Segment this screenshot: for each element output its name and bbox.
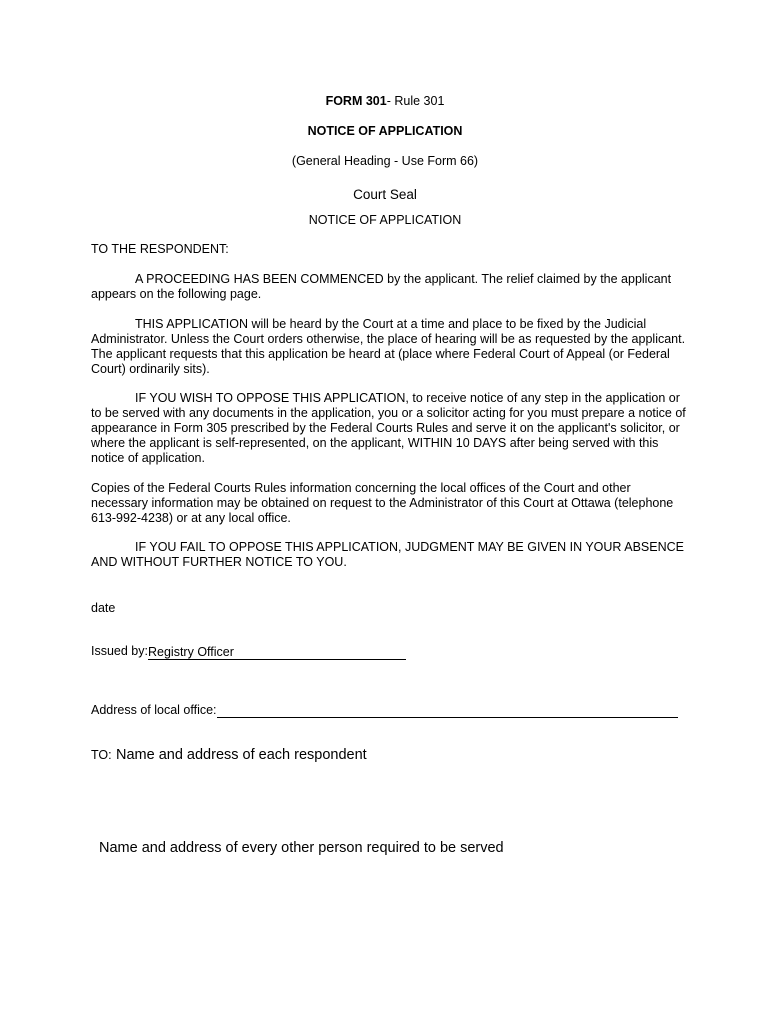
document-title: NOTICE OF APPLICATION	[307, 124, 463, 138]
address-label: Address of local office:	[91, 703, 217, 717]
form-number: FORM 301	[325, 94, 387, 108]
paragraph-oppose: IF YOU WISH TO OPPOSE THIS APPLICATION, to receive notice of any step in the application or to be served with any documents in the application, you or a solicitor acting for you must prepare a notice of appearance in Form 305 prescribed by the Federal Courts Rules and serve it on the applicant's solicitor, or where the applicant is self-represented, on the applicant, WITHIN 10 DAYS after being served with this notice of application.	[91, 391, 686, 465]
paragraph-proceeding-commenced: A PROCEEDING HAS BEEN COMMENCED by the applicant. The relief claimed by the applicant appears on the following page.	[91, 272, 672, 301]
form-heading	[0, 94, 770, 109]
document-subtitle: NOTICE OF APPLICATION	[308, 213, 462, 227]
address-field[interactable]	[217, 703, 678, 718]
to-respondent-heading: TO THE RESPONDENT:	[91, 242, 229, 256]
court-seal-label: Court Seal	[353, 187, 417, 202]
other-persons-field[interactable]: Name and address of every other person required to be served	[99, 840, 504, 856]
issued-by-field[interactable]: Registry Officer	[148, 645, 406, 660]
form-rule: - Rule 301	[386, 94, 445, 108]
issued-by-label: Issued by:	[91, 644, 148, 658]
paragraph-hearing: THIS APPLICATION will be heard by the Court at a time and place to be fixed by the Judicial Administrator. Unless the Court orders otherwise, the place of hearing will be as requested by the applicant. The applicant requests that this application be heard at (place where Federal Court of Appeal (or Federal Court) ordinarily sits).	[91, 317, 686, 376]
to-label: TO:	[91, 748, 112, 762]
general-heading-note: (General Heading - Use Form 66)	[291, 154, 479, 168]
respondent-name-address-field[interactable]: Name and address of each respondent	[116, 747, 367, 763]
paragraph-rules-info: Copies of the Federal Courts Rules information concerning the local offices of the Court and other necessary information may be obtained on request to the Administrator of this Court at Ottawa (telephone 613-992-4238) or at any local office.	[91, 481, 674, 525]
paragraph-fail-to-oppose: IF YOU FAIL TO OPPOSE THIS APPLICATION, JUDGMENT MAY BE GIVEN IN YOUR ABSENCE AND WITHOUT FURTHER NOTICE TO YOU.	[91, 540, 684, 569]
date-label: date	[91, 601, 116, 615]
